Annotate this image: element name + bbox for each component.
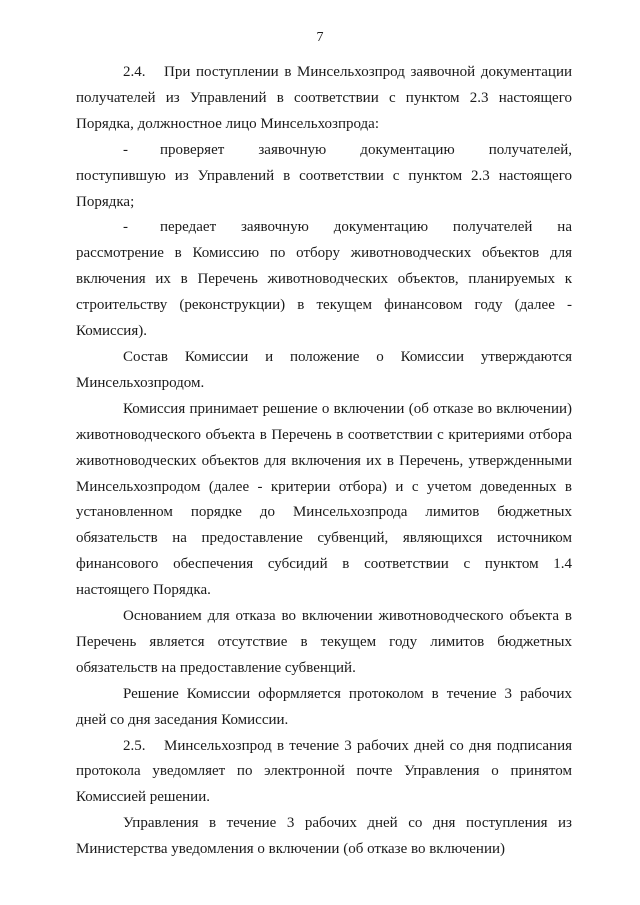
clause-text: При поступлении в Минсельхозпрод заявочной документации получателей из Управлений в соответствии с пунктом 2.3 настоящего Порядка, должностное лицо Минсельхозпрода:: [76, 64, 572, 132]
paragraph: Основанием для отказа во включении животноводческого объекта в Перечень является отсутствие в текущем году лимитов бюджетных обязательств на предоставление субвенций.: [76, 608, 572, 676]
document-body: [76, 60, 572, 863]
paragraph: Решение Комиссии оформляется протоколом в течение 3 рабочих дней со дня заседания Комиссии.: [76, 685, 572, 728]
list-item-text: проверяет заявочную документацию получателей, поступившую из Управлений в соответствии с пунктом 2.3 настоящего Порядка;: [76, 141, 572, 210]
clause-2-5: [76, 734, 572, 812]
paragraph: Комиссия принимает решение о включении (об отказе во включении) животноводческого объекта в Перечень в соответствии с критериями отбора животноводческих объектов для включения их в Перечень, утвержденными Минсельхозпродом (далее - критерии отбора) и с учетом доведенных в установленном порядке до Минсельхозпрода лимитов бюджетных обязательств на предоставление субвенций, являющихся источником финансового обеспечения субсидий в соответствии с пунктом 1.4 настоящего Порядка.: [76, 400, 572, 599]
paragraph: Управления в течение 3 рабочих дней со дня поступления из Министерства уведомления о включении (об отказе во включении): [76, 815, 572, 858]
clause-number: 2.4.: [123, 64, 146, 80]
paragraph: Состав Комиссии и положение о Комиссии утверждаются Минсельхозпродом.: [76, 348, 572, 391]
list-item: [76, 138, 572, 216]
list-item: [76, 215, 572, 345]
list-item-text: передает заявочную документацию получателей на рассмотрение в Комиссию по отбору животноводческих объектов для включения их в Перечень животноводческих объектов, планируемых к строительству (реконструкции) в текущем финансовом году (далее - Комиссия).: [76, 219, 572, 340]
clause-2-4: [76, 60, 572, 138]
clause-text: Минсельхозпрод в течение 3 рабочих дней со дня подписания протокола уведомляет по электронной почте Управления о принятом Комиссией решении.: [76, 737, 572, 806]
list-dash: -: [123, 141, 128, 158]
list-dash: -: [123, 219, 128, 236]
clause-number: 2.5.: [123, 737, 146, 754]
page-number: 7: [316, 30, 324, 45]
